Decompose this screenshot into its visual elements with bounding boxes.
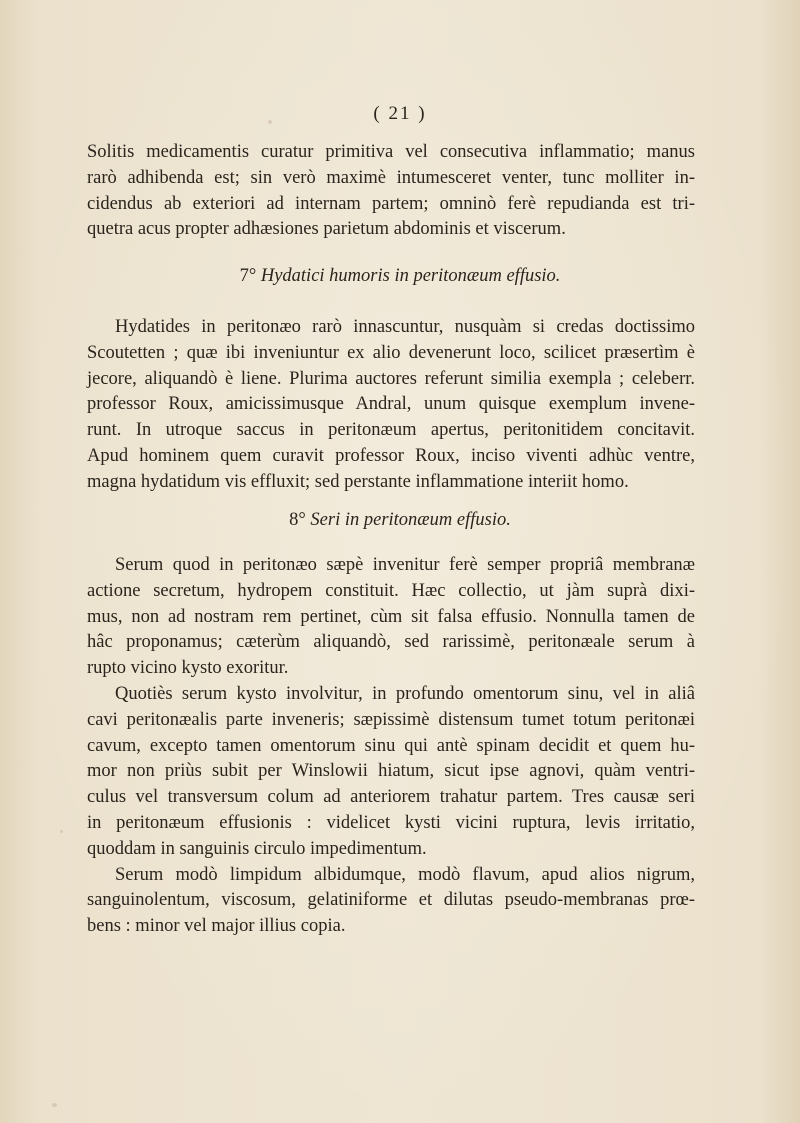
text-line: Hydatides in peritonæo rarò innascuntur, nusquàm si credas doctissimo bbox=[115, 317, 695, 337]
paper-speck bbox=[52, 1103, 57, 1107]
text-line: quoddam in sanguinis circulo impedimentum. bbox=[87, 838, 427, 859]
text-line: jecore, aliquandò è liene. Plurima auctores referunt similia exempla ; celeberr. bbox=[87, 368, 695, 389]
text-line: Quotiès serum kysto involvitur, in profundo omentorum sinu, vel in aliâ bbox=[115, 683, 695, 704]
intro-paragraph bbox=[87, 140, 695, 243]
text-line: rupto vicino kysto exoritur. bbox=[87, 658, 289, 679]
section-heading-7 bbox=[0, 266, 800, 287]
text-line: Serum modò limpidum albidumque, modò flavum, apud alios nigrum, bbox=[115, 864, 695, 885]
text-line: runt. In utroque saccus in peritonæum apertus, peritonitidem concitavit. bbox=[87, 420, 695, 441]
section-7-paragraph bbox=[87, 315, 695, 496]
text-line: magna hydatidum vis effluxit; sed perstante inflammatione interiit homo. bbox=[87, 471, 629, 492]
text-line: actione secretum, hydropem constituit. Hæc collectio, ut jàm suprà dixi- bbox=[87, 580, 695, 601]
text-line: bens : minor vel major illius copia. bbox=[87, 916, 346, 937]
text-line: in peritonæum effusionis : videlicet kysti vicini ruptura, levis irritatio, bbox=[87, 812, 695, 833]
text-line: sanguinolentum, viscosum, gelatiniforme et dilutas pseudo-membranas prœ- bbox=[87, 890, 695, 911]
text-line: mus, non ad nostram rem pertinet, cùm sit falsa effusio. Nonnulla tamen de bbox=[87, 606, 695, 627]
text-line: cidendus ab exteriori ad internam partem; omninò ferè repudianda est tri- bbox=[87, 193, 695, 214]
text-line: Solitis medicamentis curatur primitiva vel consecutiva inflammatio; manus bbox=[87, 142, 695, 162]
section-title: Hydatici humoris in peritonæum effusio. bbox=[260, 266, 561, 286]
section-number: 8° bbox=[289, 510, 306, 530]
page-number: ( 21 ) bbox=[373, 103, 427, 124]
text-line: cavum, excepto tamen omentorum sinu qui antè spinam decidit et quem hu- bbox=[87, 735, 695, 756]
section-number: 7° bbox=[239, 266, 257, 286]
section-8-text bbox=[87, 553, 695, 940]
section-title: Seri in peritonæum effusio. bbox=[310, 510, 511, 530]
text-line: professor Roux, amicissimusque Andral, unum quisque exemplum invene- bbox=[87, 394, 695, 415]
text-line: hâc proponamus; cæterùm aliquandò, sed rarissimè, peritonæale serum à bbox=[87, 632, 695, 653]
text-line: Apud hominem quem curavit professor Roux, inciso viventi adhùc ventre, bbox=[87, 445, 695, 466]
text-line: Serum quod in peritonæo sæpè invenitur ferè semper propriâ membranæ bbox=[115, 555, 695, 575]
paper-speck bbox=[60, 830, 63, 833]
text-line: culus vel transversum colum ad anteriorem trahatur partem. Tres causæ seri bbox=[87, 787, 695, 808]
section-heading-8 bbox=[0, 510, 800, 531]
text-line: cavi peritonæalis parte inveneris; sæpissimè distensum tumet totum peritonæi bbox=[87, 709, 695, 730]
text-line: mor non priùs subit per Winslowii hiatum, sicut ipse agnovi, quàm ventri- bbox=[87, 761, 695, 782]
text-line: Scoutetten ; quæ ibi inveniuntur ex alio devenerunt loco, scilicet præsertìm è bbox=[87, 342, 695, 363]
text-line: quetra acus propter adhæsiones parietum abdominis et viscerum. bbox=[87, 219, 566, 240]
text-line: rarò adhibenda est; sin verò maximè intumesceret venter, tunc molliter in- bbox=[87, 167, 695, 188]
